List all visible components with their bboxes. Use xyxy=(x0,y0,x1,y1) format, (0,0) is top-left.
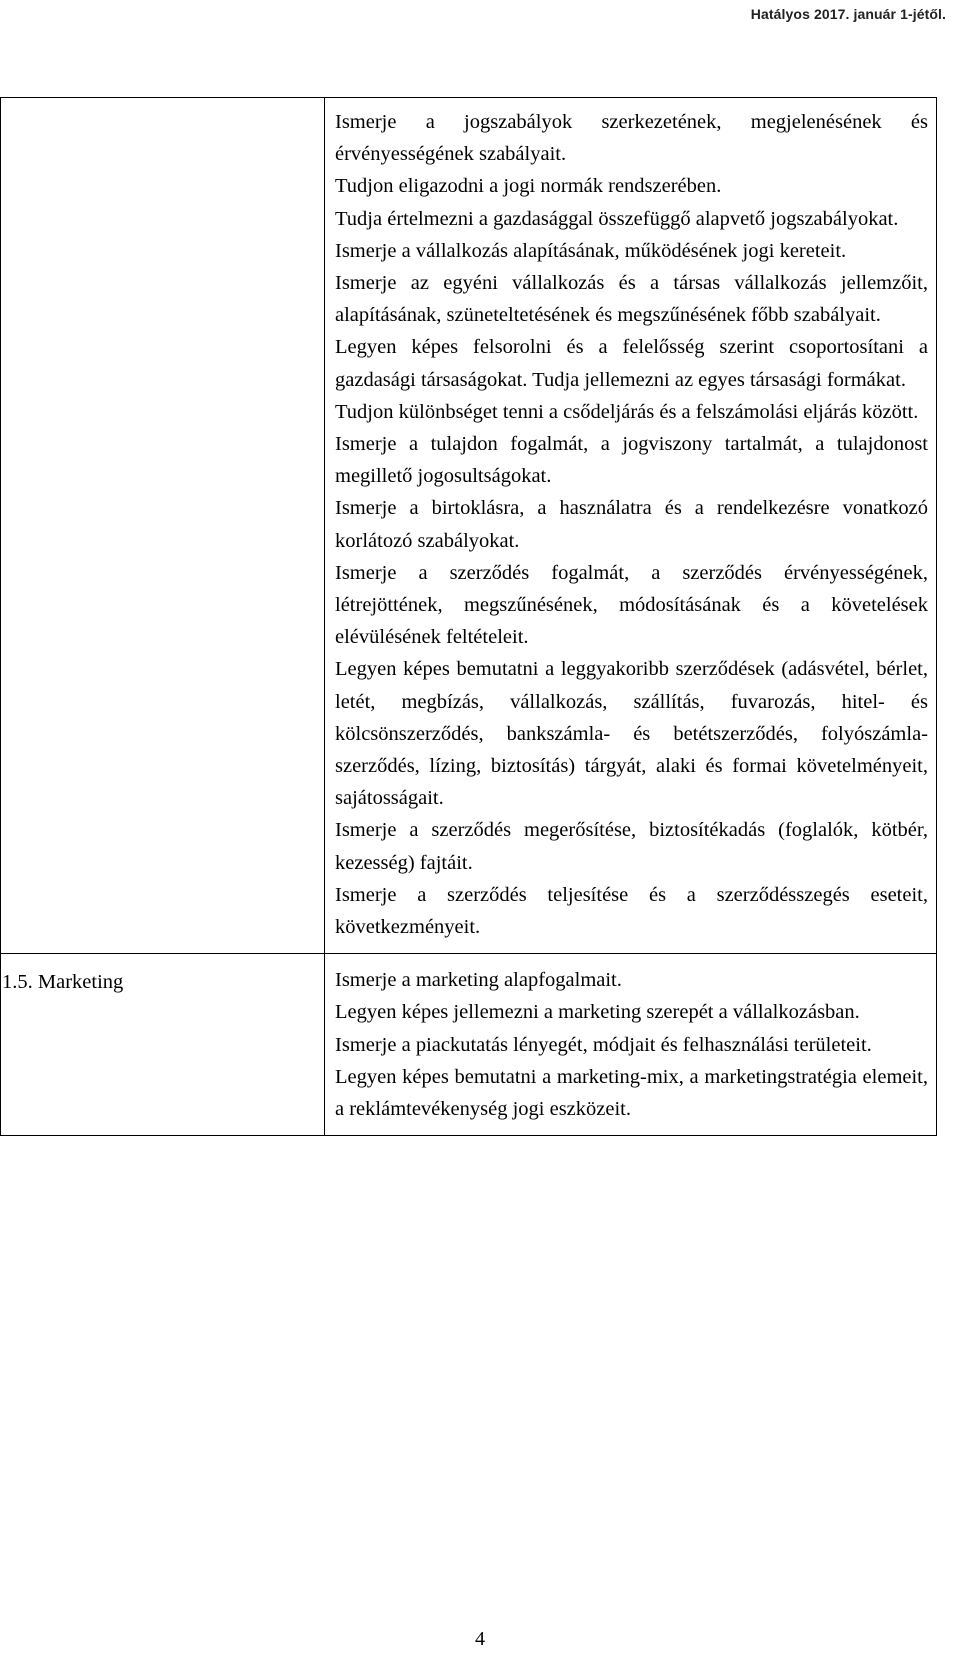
table-row xyxy=(1,98,936,953)
requirement-paragraph: Tudja értelmezni a gazdasággal összefüggő alapvető jogszabályokat. xyxy=(335,207,899,230)
requirement-paragraph: Ismerje az egyéni vállalkozás és a társas vállalkozás jellemzőit, alapításának, szüneteltetésének és megszűnésének főbb szabályait. xyxy=(335,272,928,327)
page-number: 4 xyxy=(475,1628,485,1650)
requirement-paragraph: Legyen képes jellemezni a marketing szerepét a vállalkozásban. xyxy=(335,1001,860,1024)
topic-cell-marketing: 1.5. Marketing xyxy=(1,954,325,1135)
effective-date-note: Hatályos 2017. január 1-jétől. xyxy=(750,6,946,22)
requirement-paragraph: Legyen képes felsorolni és a felelősség szerint csoportosítani a gazdasági társaságokat. Tudja jellemezni az egyes társasági formákat. xyxy=(335,336,928,391)
table-row xyxy=(1,953,936,1135)
requirement-paragraph: Tudjon különbséget tenni a csődeljárás és a felszámolási eljárás között. xyxy=(335,400,919,423)
requirement-paragraph: Tudjon eligazodni a jogi normák rendszerében. xyxy=(335,175,722,198)
requirement-paragraph: Ismerje a birtoklásra, a használatra és a rendelkezésre vonatkozó korlátozó szabályokat. xyxy=(335,497,928,552)
requirement-paragraph: Ismerje a piackutatás lényegét, módjait és felhasználási területeit. xyxy=(335,1033,872,1056)
requirement-paragraph: Ismerje a szerződés megerősítése, biztosítékadás (foglalók, kötbér, kezesség) fajtáit. xyxy=(335,819,928,874)
requirement-paragraph: Ismerje a szerződés fogalmát, a szerződés érvényességének, létrejöttének, megszűnésének, módosításának és a követelések elévülésének feltételeit. xyxy=(335,561,928,649)
requirement-paragraph: Ismerje a tulajdon fogalmát, a jogviszony tartalmát, a tulajdonost megillető jogosultságokat. xyxy=(335,433,928,488)
requirement-paragraph: Ismerje a marketing alapfogalmait. xyxy=(335,969,622,992)
requirement-paragraph: Ismerje a vállalkozás alapításának, működésének jogi kereteit. xyxy=(335,239,847,262)
requirement-paragraph: Ismerje a jogszabályok szerkezetének, megjelenésének és érvényességének szabályait. xyxy=(335,111,928,166)
requirement-paragraph: Legyen képes bemutatni a marketing-mix, a marketingstratégia elemeit, a reklámtevékenység jogi eszközeit. xyxy=(335,1065,928,1121)
requirement-paragraph: Ismerje a szerződés teljesítése és a szerződésszegés eseteit, következményeit. xyxy=(335,883,928,939)
requirements-cell xyxy=(325,98,936,953)
requirements-cell xyxy=(325,954,936,1135)
requirement-paragraph: Legyen képes bemutatni a leggyakoribb szerződések (adásvétel, bérlet, letét, megbízás, vállalkozás, szállítás, fuvarozás, hitel- és kölcsönszerződés, bankszámla- és betétszerződés, folyószámla-szerződés, lízing, biztosítás) tárgyát, alaki és formai követelményeit, sajátosságait. xyxy=(335,658,928,810)
topic-cell xyxy=(1,98,325,953)
requirements-table xyxy=(0,97,937,1136)
